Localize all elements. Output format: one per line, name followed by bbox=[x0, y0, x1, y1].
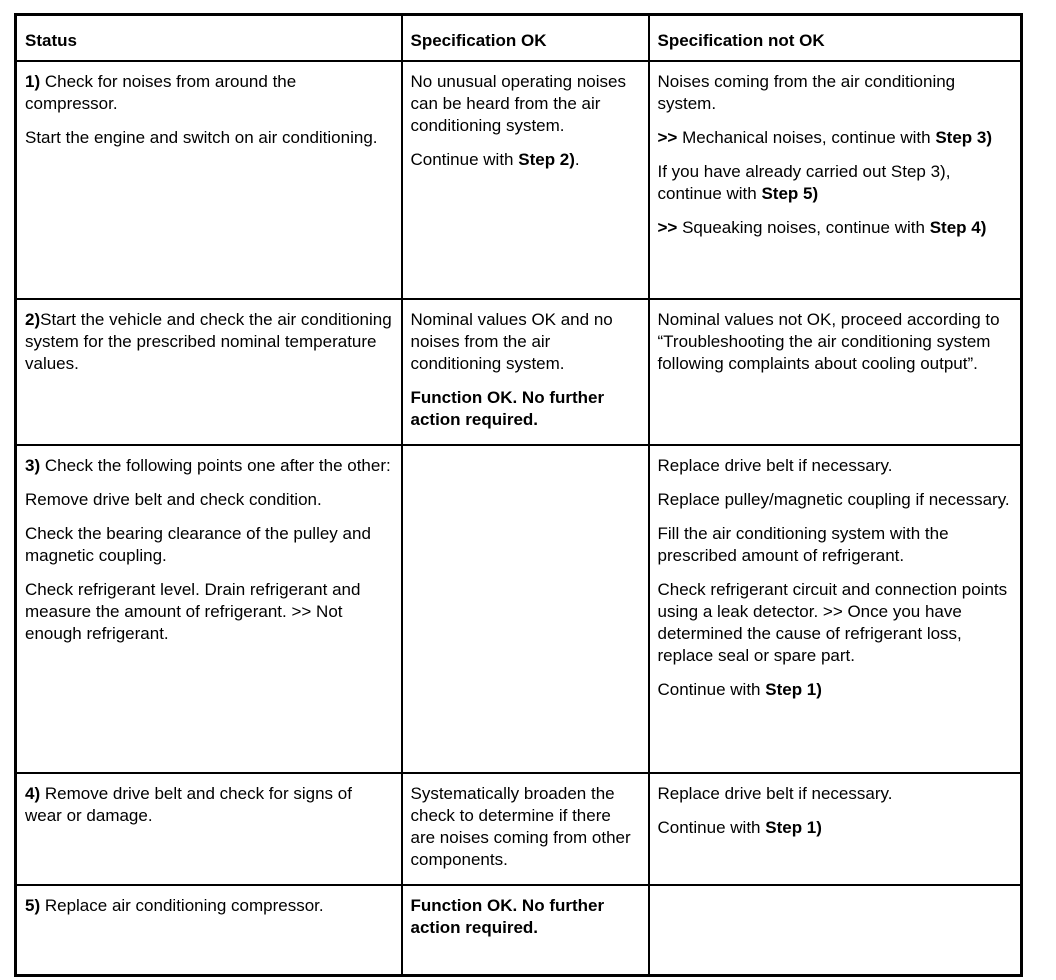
paragraph-text: Check the following points one after the other: bbox=[40, 456, 391, 475]
status-cell-paragraph bbox=[25, 71, 393, 115]
table-row bbox=[16, 445, 1022, 773]
spec-not-ok-cell-paragraph bbox=[658, 523, 1013, 567]
spec-not-ok-cell bbox=[649, 885, 1022, 975]
paragraph-text: No unusual operating noises can be heard from the air conditioning system. bbox=[410, 72, 626, 135]
spec-ok-cell bbox=[402, 773, 649, 885]
status-cell bbox=[16, 445, 402, 773]
spec-not-ok-cell bbox=[649, 299, 1022, 445]
spec-not-ok-cell-paragraph bbox=[658, 679, 1013, 701]
header-spec-ok: Specification OK bbox=[402, 15, 649, 62]
status-cell-paragraph bbox=[25, 579, 393, 645]
paragraph-text: Check for noises from around the compressor. bbox=[25, 72, 297, 113]
spec-not-ok-cell-paragraph bbox=[658, 161, 1013, 205]
status-cell bbox=[16, 61, 402, 299]
spec-ok-cell-paragraph bbox=[411, 783, 640, 871]
table-row bbox=[16, 61, 1022, 299]
status-cell-paragraph bbox=[25, 309, 393, 375]
arrow-marker: >> bbox=[657, 128, 678, 147]
status-cell-paragraph bbox=[25, 455, 393, 477]
table-header-row bbox=[16, 15, 1022, 62]
step-number: 1) bbox=[25, 72, 41, 91]
arrow-marker: >> bbox=[657, 218, 678, 237]
status-cell-paragraph bbox=[25, 783, 393, 827]
spec-ok-cell bbox=[402, 299, 649, 445]
spec-ok-cell-paragraph bbox=[411, 71, 640, 137]
paragraph-text: Remove drive belt and check for signs of wear or damage. bbox=[25, 784, 352, 825]
spec-ok-cell bbox=[402, 61, 649, 299]
status-cell bbox=[16, 773, 402, 885]
troubleshooting-table bbox=[14, 13, 1023, 977]
step-number: 4) bbox=[25, 784, 41, 803]
paragraph-text: Squeaking noises, continue with bbox=[677, 218, 930, 237]
spec-not-ok-cell bbox=[649, 61, 1022, 299]
bold-text: Step 2) bbox=[518, 150, 575, 169]
spec-ok-cell bbox=[402, 445, 649, 773]
paragraph-text: Nominal values OK and no noises from the air conditioning system. bbox=[410, 310, 613, 373]
bold-text: Function OK. No further action required. bbox=[410, 896, 605, 937]
spec-not-ok-cell-paragraph bbox=[658, 817, 1013, 839]
status-cell-paragraph bbox=[25, 127, 393, 149]
bold-text: Step 5) bbox=[761, 184, 819, 203]
spec-not-ok-cell-paragraph bbox=[658, 71, 1013, 115]
paragraph-text: Check refrigerant circuit and connection points using a leak detector. >> Once you have determined the cause of refrigerant loss, replace seal or spare part. bbox=[657, 580, 1008, 665]
header-status: Status bbox=[16, 15, 402, 62]
paragraph-text: Replace drive belt if necessary. bbox=[657, 784, 893, 803]
status-cell bbox=[16, 885, 402, 975]
header-spec-not-ok: Specification not OK bbox=[649, 15, 1022, 62]
table-row bbox=[16, 773, 1022, 885]
spec-not-ok-cell-paragraph bbox=[658, 579, 1013, 667]
status-cell-paragraph bbox=[25, 523, 393, 567]
table-row bbox=[16, 885, 1022, 975]
spec-not-ok-cell-paragraph bbox=[658, 455, 1013, 477]
paragraph-text: Replace pulley/magnetic coupling if necessary. bbox=[657, 490, 1010, 509]
paragraph-text: Check the bearing clearance of the pulley and magnetic coupling. bbox=[25, 524, 371, 565]
bold-text: Function OK. No further action required. bbox=[410, 388, 605, 429]
document-page bbox=[14, 13, 1023, 977]
bold-text: Step 1) bbox=[765, 680, 822, 699]
paragraph-text: Check refrigerant level. Drain refrigerant and measure the amount of refrigerant. >> Not enough refrigerant. bbox=[25, 580, 361, 643]
status-cell-paragraph bbox=[25, 489, 393, 511]
paragraph-text: Replace air conditioning compressor. bbox=[40, 896, 324, 915]
paragraph-text: Mechanical noises, continue with bbox=[677, 128, 936, 147]
paragraph-text: If you have already carried out Step 3), continue with bbox=[657, 162, 951, 203]
bold-text: Step 3) bbox=[935, 128, 993, 147]
status-cell bbox=[16, 299, 402, 445]
table-row bbox=[16, 299, 1022, 445]
paragraph-text: Replace drive belt if necessary. bbox=[657, 456, 893, 475]
spec-ok-cell-paragraph bbox=[411, 895, 640, 939]
spec-not-ok-cell-paragraph bbox=[658, 783, 1013, 805]
spec-ok-cell-paragraph bbox=[411, 309, 640, 375]
paragraph-text: Remove drive belt and check condition. bbox=[25, 490, 322, 509]
spec-not-ok-cell bbox=[649, 445, 1022, 773]
step-number: 3) bbox=[25, 456, 41, 475]
bold-text: Step 1) bbox=[765, 818, 822, 837]
paragraph-text: Start the vehicle and check the air conditioning system for the prescribed nominal temperature values. bbox=[25, 310, 392, 373]
paragraph-text: Systematically broaden the check to determine if there are noises coming from other components. bbox=[410, 784, 631, 869]
paragraph-text: Noises coming from the air conditioning system. bbox=[657, 72, 956, 113]
paragraph-text: . bbox=[574, 150, 580, 169]
spec-ok-cell-paragraph bbox=[411, 387, 640, 431]
paragraph-text: Nominal values not OK, proceed according to “Troubleshooting the air conditioning system following complaints about cooling output”. bbox=[657, 310, 1000, 373]
spec-not-ok-cell-paragraph bbox=[658, 127, 1013, 149]
paragraph-text: Continue with bbox=[657, 680, 766, 699]
spec-not-ok-cell-paragraph bbox=[658, 309, 1013, 375]
paragraph-text: Continue with bbox=[410, 150, 519, 169]
paragraph-text: Continue with bbox=[657, 818, 766, 837]
paragraph-text: Fill the air conditioning system with the prescribed amount of refrigerant. bbox=[657, 524, 949, 565]
spec-not-ok-cell bbox=[649, 773, 1022, 885]
paragraph-text: Start the engine and switch on air conditioning. bbox=[25, 128, 378, 147]
spec-not-ok-cell-paragraph bbox=[658, 217, 1013, 239]
step-number: 2) bbox=[25, 310, 41, 329]
spec-ok-cell-paragraph bbox=[411, 149, 640, 171]
step-number: 5) bbox=[25, 896, 41, 915]
spec-not-ok-cell-paragraph bbox=[658, 489, 1013, 511]
bold-text: Step 4) bbox=[929, 218, 987, 237]
status-cell-paragraph bbox=[25, 895, 393, 917]
spec-ok-cell bbox=[402, 885, 649, 975]
